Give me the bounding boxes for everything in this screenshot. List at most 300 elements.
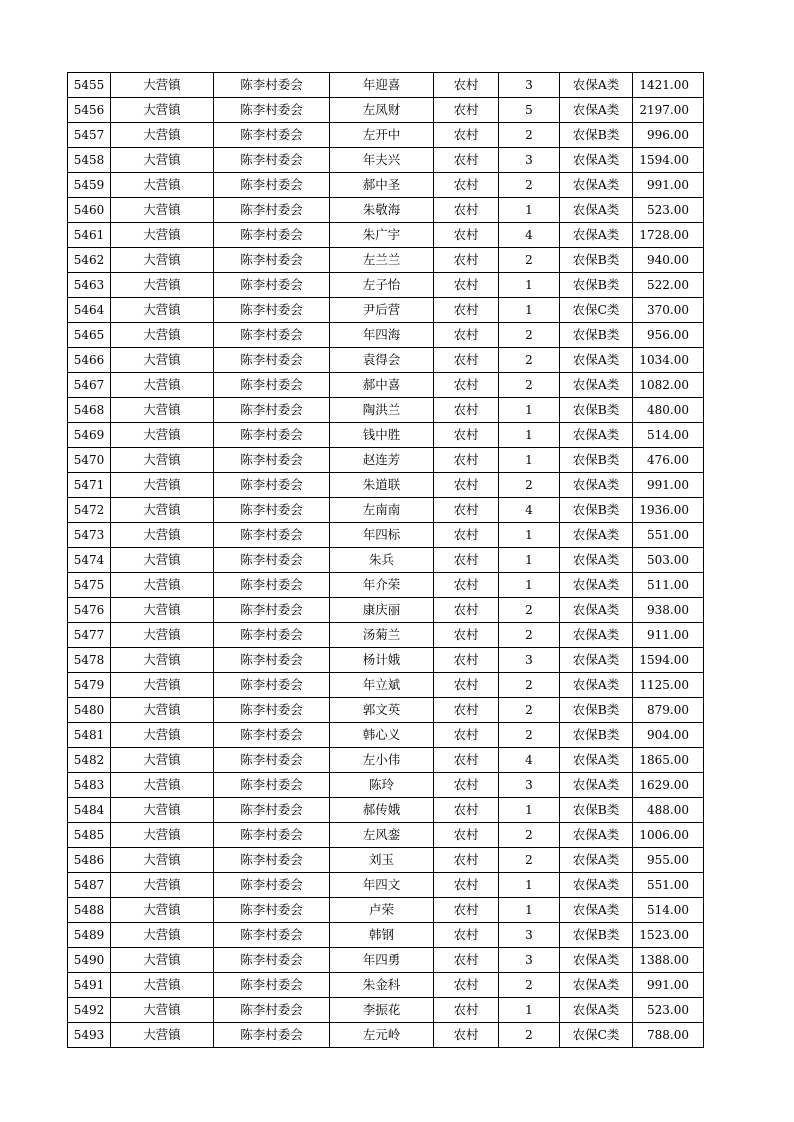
name-cell: 韩心义 xyxy=(330,723,434,748)
household-size-cell: 1 xyxy=(499,573,560,598)
household-size-cell: 2 xyxy=(499,473,560,498)
area-type-cell: 农村 xyxy=(434,698,499,723)
amount-cell: 514.00 xyxy=(633,898,704,923)
area-type-cell: 农村 xyxy=(434,398,499,423)
town-cell: 大营镇 xyxy=(111,598,214,623)
insurance-category-cell: 农保A类 xyxy=(560,748,633,773)
serial-number-cell: 5469 xyxy=(68,423,111,448)
area-type-cell: 农村 xyxy=(434,848,499,873)
name-cell: 陶洪兰 xyxy=(330,398,434,423)
table-row xyxy=(68,298,704,323)
amount-cell: 514.00 xyxy=(633,423,704,448)
village-committee-cell: 陈李村委会 xyxy=(214,373,330,398)
insurance-category-cell: 农保B类 xyxy=(560,798,633,823)
amount-cell: 551.00 xyxy=(633,873,704,898)
serial-number-cell: 5465 xyxy=(68,323,111,348)
table-row xyxy=(68,698,704,723)
name-cell: 年四勇 xyxy=(330,948,434,973)
town-cell: 大营镇 xyxy=(111,773,214,798)
village-committee-cell: 陈李村委会 xyxy=(214,623,330,648)
insurance-category-cell: 农保A类 xyxy=(560,548,633,573)
table-row xyxy=(68,323,704,348)
insurance-category-cell: 农保A类 xyxy=(560,473,633,498)
village-committee-cell: 陈李村委会 xyxy=(214,323,330,348)
village-committee-cell: 陈李村委会 xyxy=(214,498,330,523)
household-size-cell: 2 xyxy=(499,723,560,748)
serial-number-cell: 5487 xyxy=(68,873,111,898)
insurance-category-cell: 农保A类 xyxy=(560,423,633,448)
table-row xyxy=(68,423,704,448)
table-row xyxy=(68,398,704,423)
village-committee-cell: 陈李村委会 xyxy=(214,273,330,298)
village-committee-cell: 陈李村委会 xyxy=(214,523,330,548)
serial-number-cell: 5467 xyxy=(68,373,111,398)
records-table-body xyxy=(68,73,704,1048)
household-size-cell: 1 xyxy=(499,448,560,473)
insurance-category-cell: 农保A类 xyxy=(560,648,633,673)
table-row xyxy=(68,898,704,923)
amount-cell: 523.00 xyxy=(633,198,704,223)
serial-number-cell: 5481 xyxy=(68,723,111,748)
name-cell: 韩钢 xyxy=(330,923,434,948)
serial-number-cell: 5492 xyxy=(68,998,111,1023)
area-type-cell: 农村 xyxy=(434,973,499,998)
serial-number-cell: 5463 xyxy=(68,273,111,298)
name-cell: 郝中喜 xyxy=(330,373,434,398)
insurance-category-cell: 农保B类 xyxy=(560,723,633,748)
table-row xyxy=(68,173,704,198)
serial-number-cell: 5489 xyxy=(68,923,111,948)
name-cell: 年介荣 xyxy=(330,573,434,598)
village-committee-cell: 陈李村委会 xyxy=(214,923,330,948)
insurance-category-cell: 农保C类 xyxy=(560,1023,633,1048)
serial-number-cell: 5488 xyxy=(68,898,111,923)
town-cell: 大营镇 xyxy=(111,948,214,973)
amount-cell: 488.00 xyxy=(633,798,704,823)
serial-number-cell: 5491 xyxy=(68,973,111,998)
table-row xyxy=(68,98,704,123)
serial-number-cell: 5457 xyxy=(68,123,111,148)
town-cell: 大营镇 xyxy=(111,998,214,1023)
amount-cell: 1421.00 xyxy=(633,73,704,98)
insurance-category-cell: 农保A类 xyxy=(560,173,633,198)
serial-number-cell: 5464 xyxy=(68,298,111,323)
amount-cell: 1594.00 xyxy=(633,648,704,673)
serial-number-cell: 5484 xyxy=(68,798,111,823)
table-row xyxy=(68,473,704,498)
town-cell: 大营镇 xyxy=(111,848,214,873)
table-row xyxy=(68,73,704,98)
town-cell: 大营镇 xyxy=(111,1023,214,1048)
table-row xyxy=(68,523,704,548)
town-cell: 大营镇 xyxy=(111,723,214,748)
area-type-cell: 农村 xyxy=(434,923,499,948)
name-cell: 左兰兰 xyxy=(330,248,434,273)
village-committee-cell: 陈李村委会 xyxy=(214,898,330,923)
town-cell: 大营镇 xyxy=(111,498,214,523)
town-cell: 大营镇 xyxy=(111,198,214,223)
village-committee-cell: 陈李村委会 xyxy=(214,573,330,598)
town-cell: 大营镇 xyxy=(111,373,214,398)
amount-cell: 511.00 xyxy=(633,573,704,598)
table-row xyxy=(68,948,704,973)
insurance-category-cell: 农保A类 xyxy=(560,148,633,173)
area-type-cell: 农村 xyxy=(434,173,499,198)
area-type-cell: 农村 xyxy=(434,298,499,323)
household-size-cell: 1 xyxy=(499,873,560,898)
insurance-category-cell: 农保A类 xyxy=(560,998,633,1023)
insurance-category-cell: 农保A类 xyxy=(560,673,633,698)
area-type-cell: 农村 xyxy=(434,148,499,173)
town-cell: 大营镇 xyxy=(111,398,214,423)
area-type-cell: 农村 xyxy=(434,748,499,773)
table-row xyxy=(68,448,704,473)
household-size-cell: 1 xyxy=(499,298,560,323)
village-committee-cell: 陈李村委会 xyxy=(214,123,330,148)
serial-number-cell: 5460 xyxy=(68,198,111,223)
name-cell: 李振花 xyxy=(330,998,434,1023)
town-cell: 大营镇 xyxy=(111,298,214,323)
area-type-cell: 农村 xyxy=(434,998,499,1023)
village-committee-cell: 陈李村委会 xyxy=(214,73,330,98)
amount-cell: 940.00 xyxy=(633,248,704,273)
area-type-cell: 农村 xyxy=(434,773,499,798)
serial-number-cell: 5466 xyxy=(68,348,111,373)
town-cell: 大营镇 xyxy=(111,148,214,173)
household-size-cell: 1 xyxy=(499,898,560,923)
insurance-category-cell: 农保A类 xyxy=(560,98,633,123)
household-size-cell: 2 xyxy=(499,823,560,848)
serial-number-cell: 5486 xyxy=(68,848,111,873)
insurance-category-cell: 农保A类 xyxy=(560,848,633,873)
name-cell: 郝传娥 xyxy=(330,798,434,823)
serial-number-cell: 5476 xyxy=(68,598,111,623)
village-committee-cell: 陈李村委会 xyxy=(214,223,330,248)
name-cell: 左南南 xyxy=(330,498,434,523)
household-size-cell: 3 xyxy=(499,948,560,973)
table-row xyxy=(68,1023,704,1048)
area-type-cell: 农村 xyxy=(434,98,499,123)
insurance-category-cell: 农保B类 xyxy=(560,498,633,523)
village-committee-cell: 陈李村委会 xyxy=(214,398,330,423)
serial-number-cell: 5493 xyxy=(68,1023,111,1048)
records-table xyxy=(67,72,704,1048)
village-committee-cell: 陈李村委会 xyxy=(214,823,330,848)
insurance-category-cell: 农保A类 xyxy=(560,373,633,398)
serial-number-cell: 5483 xyxy=(68,773,111,798)
insurance-category-cell: 农保A类 xyxy=(560,823,633,848)
area-type-cell: 农村 xyxy=(434,223,499,248)
area-type-cell: 农村 xyxy=(434,523,499,548)
area-type-cell: 农村 xyxy=(434,673,499,698)
village-committee-cell: 陈李村委会 xyxy=(214,198,330,223)
town-cell: 大营镇 xyxy=(111,673,214,698)
name-cell: 左子怡 xyxy=(330,273,434,298)
name-cell: 汤菊兰 xyxy=(330,623,434,648)
name-cell: 郭文英 xyxy=(330,698,434,723)
village-committee-cell: 陈李村委会 xyxy=(214,98,330,123)
village-committee-cell: 陈李村委会 xyxy=(214,548,330,573)
table-row xyxy=(68,223,704,248)
insurance-category-cell: 农保B类 xyxy=(560,698,633,723)
serial-number-cell: 5474 xyxy=(68,548,111,573)
village-committee-cell: 陈李村委会 xyxy=(214,173,330,198)
amount-cell: 1728.00 xyxy=(633,223,704,248)
serial-number-cell: 5468 xyxy=(68,398,111,423)
village-committee-cell: 陈李村委会 xyxy=(214,873,330,898)
town-cell: 大营镇 xyxy=(111,748,214,773)
village-committee-cell: 陈李村委会 xyxy=(214,648,330,673)
town-cell: 大营镇 xyxy=(111,573,214,598)
household-size-cell: 3 xyxy=(499,923,560,948)
amount-cell: 991.00 xyxy=(633,473,704,498)
amount-cell: 1936.00 xyxy=(633,498,704,523)
village-committee-cell: 陈李村委会 xyxy=(214,1023,330,1048)
serial-number-cell: 5490 xyxy=(68,948,111,973)
household-size-cell: 2 xyxy=(499,123,560,148)
town-cell: 大营镇 xyxy=(111,473,214,498)
household-size-cell: 3 xyxy=(499,773,560,798)
name-cell: 年四文 xyxy=(330,873,434,898)
town-cell: 大营镇 xyxy=(111,623,214,648)
name-cell: 年四海 xyxy=(330,323,434,348)
name-cell: 赵连芳 xyxy=(330,448,434,473)
area-type-cell: 农村 xyxy=(434,273,499,298)
area-type-cell: 农村 xyxy=(434,473,499,498)
serial-number-cell: 5485 xyxy=(68,823,111,848)
name-cell: 左开中 xyxy=(330,123,434,148)
insurance-category-cell: 农保B类 xyxy=(560,273,633,298)
amount-cell: 991.00 xyxy=(633,973,704,998)
amount-cell: 1629.00 xyxy=(633,773,704,798)
serial-number-cell: 5458 xyxy=(68,148,111,173)
village-committee-cell: 陈李村委会 xyxy=(214,598,330,623)
household-size-cell: 2 xyxy=(499,373,560,398)
household-size-cell: 1 xyxy=(499,398,560,423)
household-size-cell: 3 xyxy=(499,148,560,173)
amount-cell: 904.00 xyxy=(633,723,704,748)
serial-number-cell: 5472 xyxy=(68,498,111,523)
name-cell: 郝中圣 xyxy=(330,173,434,198)
village-committee-cell: 陈李村委会 xyxy=(214,423,330,448)
table-row xyxy=(68,873,704,898)
name-cell: 左凤财 xyxy=(330,98,434,123)
serial-number-cell: 5477 xyxy=(68,623,111,648)
village-committee-cell: 陈李村委会 xyxy=(214,748,330,773)
area-type-cell: 农村 xyxy=(434,898,499,923)
table-row xyxy=(68,573,704,598)
name-cell: 陈玲 xyxy=(330,773,434,798)
name-cell: 左风銮 xyxy=(330,823,434,848)
insurance-category-cell: 农保A类 xyxy=(560,573,633,598)
name-cell: 年立斌 xyxy=(330,673,434,698)
table-row xyxy=(68,848,704,873)
town-cell: 大营镇 xyxy=(111,823,214,848)
town-cell: 大营镇 xyxy=(111,973,214,998)
amount-cell: 2197.00 xyxy=(633,98,704,123)
household-size-cell: 2 xyxy=(499,173,560,198)
name-cell: 年四标 xyxy=(330,523,434,548)
amount-cell: 911.00 xyxy=(633,623,704,648)
name-cell: 朱金科 xyxy=(330,973,434,998)
household-size-cell: 1 xyxy=(499,273,560,298)
name-cell: 卢荣 xyxy=(330,898,434,923)
town-cell: 大营镇 xyxy=(111,323,214,348)
insurance-category-cell: 农保B类 xyxy=(560,923,633,948)
town-cell: 大营镇 xyxy=(111,423,214,448)
insurance-category-cell: 农保A类 xyxy=(560,73,633,98)
household-size-cell: 1 xyxy=(499,523,560,548)
area-type-cell: 农村 xyxy=(434,873,499,898)
serial-number-cell: 5461 xyxy=(68,223,111,248)
amount-cell: 370.00 xyxy=(633,298,704,323)
town-cell: 大营镇 xyxy=(111,98,214,123)
household-size-cell: 4 xyxy=(499,748,560,773)
insurance-category-cell: 农保C类 xyxy=(560,298,633,323)
insurance-category-cell: 农保B类 xyxy=(560,323,633,348)
insurance-category-cell: 农保A类 xyxy=(560,948,633,973)
household-size-cell: 5 xyxy=(499,98,560,123)
serial-number-cell: 5473 xyxy=(68,523,111,548)
table-row xyxy=(68,198,704,223)
household-size-cell: 2 xyxy=(499,598,560,623)
area-type-cell: 农村 xyxy=(434,323,499,348)
table-row xyxy=(68,798,704,823)
town-cell: 大营镇 xyxy=(111,348,214,373)
household-size-cell: 2 xyxy=(499,323,560,348)
household-size-cell: 2 xyxy=(499,348,560,373)
table-row xyxy=(68,673,704,698)
insurance-category-cell: 农保A类 xyxy=(560,223,633,248)
household-size-cell: 2 xyxy=(499,623,560,648)
table-row xyxy=(68,248,704,273)
amount-cell: 879.00 xyxy=(633,698,704,723)
name-cell: 左小伟 xyxy=(330,748,434,773)
town-cell: 大营镇 xyxy=(111,73,214,98)
table-row xyxy=(68,148,704,173)
area-type-cell: 农村 xyxy=(434,548,499,573)
name-cell: 尹后营 xyxy=(330,298,434,323)
area-type-cell: 农村 xyxy=(434,73,499,98)
town-cell: 大营镇 xyxy=(111,273,214,298)
insurance-category-cell: 农保B类 xyxy=(560,398,633,423)
area-type-cell: 农村 xyxy=(434,573,499,598)
village-committee-cell: 陈李村委会 xyxy=(214,773,330,798)
name-cell: 袁得会 xyxy=(330,348,434,373)
serial-number-cell: 5479 xyxy=(68,673,111,698)
town-cell: 大营镇 xyxy=(111,873,214,898)
serial-number-cell: 5482 xyxy=(68,748,111,773)
table-row xyxy=(68,998,704,1023)
area-type-cell: 农村 xyxy=(434,198,499,223)
table-row xyxy=(68,623,704,648)
insurance-category-cell: 农保A类 xyxy=(560,623,633,648)
village-committee-cell: 陈李村委会 xyxy=(214,848,330,873)
household-size-cell: 3 xyxy=(499,73,560,98)
town-cell: 大营镇 xyxy=(111,898,214,923)
town-cell: 大营镇 xyxy=(111,698,214,723)
amount-cell: 1594.00 xyxy=(633,148,704,173)
table-row xyxy=(68,373,704,398)
area-type-cell: 农村 xyxy=(434,798,499,823)
village-committee-cell: 陈李村委会 xyxy=(214,473,330,498)
town-cell: 大营镇 xyxy=(111,173,214,198)
name-cell: 朱敬海 xyxy=(330,198,434,223)
table-row xyxy=(68,348,704,373)
amount-cell: 1125.00 xyxy=(633,673,704,698)
village-committee-cell: 陈李村委会 xyxy=(214,148,330,173)
village-committee-cell: 陈李村委会 xyxy=(214,973,330,998)
amount-cell: 1523.00 xyxy=(633,923,704,948)
amount-cell: 476.00 xyxy=(633,448,704,473)
table-row xyxy=(68,273,704,298)
amount-cell: 522.00 xyxy=(633,273,704,298)
area-type-cell: 农村 xyxy=(434,373,499,398)
village-committee-cell: 陈李村委会 xyxy=(214,298,330,323)
household-size-cell: 1 xyxy=(499,548,560,573)
area-type-cell: 农村 xyxy=(434,623,499,648)
area-type-cell: 农村 xyxy=(434,248,499,273)
amount-cell: 503.00 xyxy=(633,548,704,573)
household-size-cell: 2 xyxy=(499,673,560,698)
table-row xyxy=(68,973,704,998)
insurance-category-cell: 农保A类 xyxy=(560,773,633,798)
serial-number-cell: 5470 xyxy=(68,448,111,473)
amount-cell: 956.00 xyxy=(633,323,704,348)
insurance-category-cell: 农保A类 xyxy=(560,198,633,223)
village-committee-cell: 陈李村委会 xyxy=(214,798,330,823)
village-committee-cell: 陈李村委会 xyxy=(214,723,330,748)
area-type-cell: 农村 xyxy=(434,498,499,523)
amount-cell: 955.00 xyxy=(633,848,704,873)
table-row xyxy=(68,748,704,773)
household-size-cell: 1 xyxy=(499,798,560,823)
serial-number-cell: 5462 xyxy=(68,248,111,273)
insurance-category-cell: 农保A类 xyxy=(560,348,633,373)
area-type-cell: 农村 xyxy=(434,598,499,623)
area-type-cell: 农村 xyxy=(434,1023,499,1048)
village-committee-cell: 陈李村委会 xyxy=(214,673,330,698)
name-cell: 杨计娥 xyxy=(330,648,434,673)
amount-cell: 480.00 xyxy=(633,398,704,423)
name-cell: 刘玉 xyxy=(330,848,434,873)
table-row xyxy=(68,823,704,848)
household-size-cell: 2 xyxy=(499,248,560,273)
name-cell: 朱广宇 xyxy=(330,223,434,248)
table-row xyxy=(68,923,704,948)
household-size-cell: 4 xyxy=(499,498,560,523)
table-row xyxy=(68,123,704,148)
village-committee-cell: 陈李村委会 xyxy=(214,248,330,273)
amount-cell: 1034.00 xyxy=(633,348,704,373)
insurance-category-cell: 农保B类 xyxy=(560,248,633,273)
town-cell: 大营镇 xyxy=(111,548,214,573)
insurance-category-cell: 农保A类 xyxy=(560,523,633,548)
village-committee-cell: 陈李村委会 xyxy=(214,448,330,473)
household-size-cell: 1 xyxy=(499,998,560,1023)
area-type-cell: 农村 xyxy=(434,648,499,673)
household-size-cell: 1 xyxy=(499,198,560,223)
amount-cell: 523.00 xyxy=(633,998,704,1023)
town-cell: 大营镇 xyxy=(111,923,214,948)
name-cell: 钱中胜 xyxy=(330,423,434,448)
town-cell: 大营镇 xyxy=(111,523,214,548)
town-cell: 大营镇 xyxy=(111,123,214,148)
serial-number-cell: 5455 xyxy=(68,73,111,98)
table-row xyxy=(68,773,704,798)
serial-number-cell: 5475 xyxy=(68,573,111,598)
amount-cell: 788.00 xyxy=(633,1023,704,1048)
